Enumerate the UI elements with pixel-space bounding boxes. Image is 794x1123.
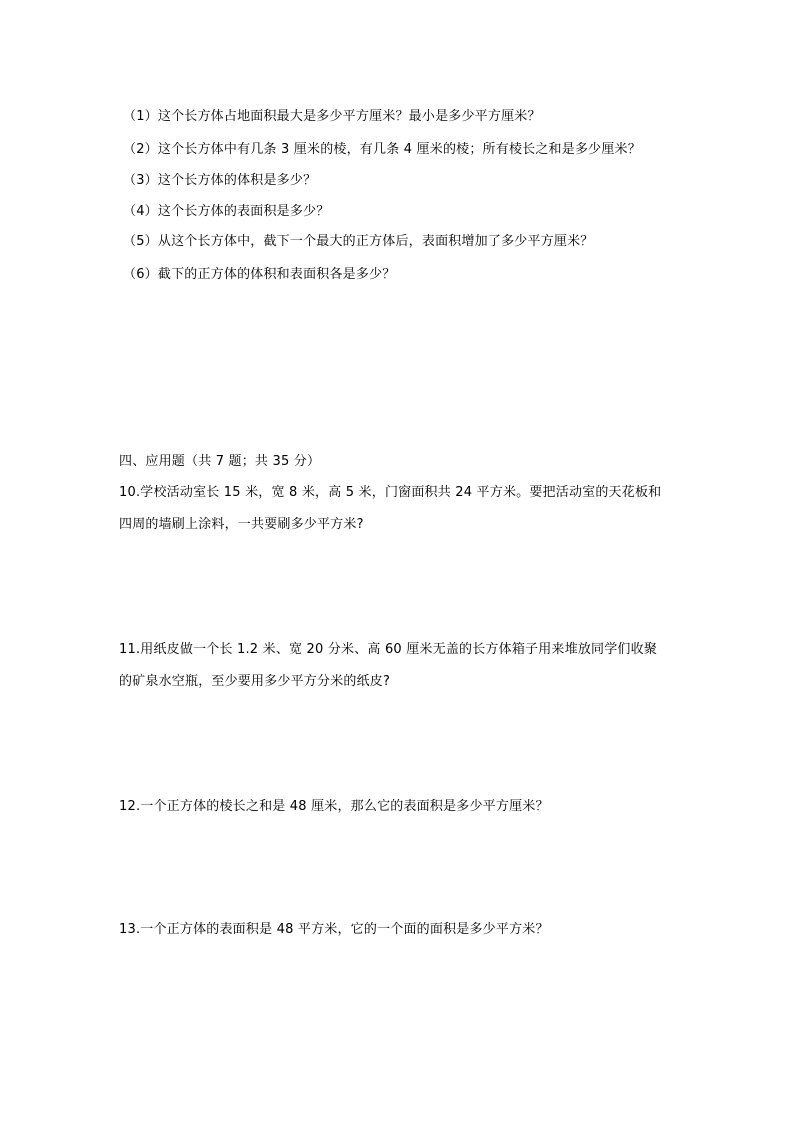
problem-12-line-1: 12.一个正方体的棱长之和是 48 厘米，那么它的表面积是多少平方厘米？ bbox=[119, 799, 549, 814]
subquestion-3: （3）这个长方体的体积是多少？ bbox=[123, 173, 317, 188]
subquestion-4: （4）这个长方体的表面积是多少？ bbox=[123, 204, 330, 219]
problem-11-line-1: 11.用纸皮做一个长 1.2 米、宽 20 分米、高 60 厘米无盖的长方体箱子用来堆放同学们收聚 bbox=[119, 642, 658, 657]
problem-13-line-1: 13.一个正方体的表面积是 48 平方米，它的一个面的面积是多少平方米？ bbox=[119, 922, 549, 937]
subquestion-5: （5）从这个长方体中，截下一个最大的正方体后，表面积增加了多少平方厘米？ bbox=[123, 234, 594, 249]
problem-11-line-2: 的矿泉水空瓶，至少要用多少平方分米的纸皮? bbox=[119, 674, 391, 689]
subquestion-6: （6）截下的正方体的体积和表面积各是多少？ bbox=[123, 267, 396, 282]
subquestion-1: （1）这个长方体占地面积最大是多少平方厘米？最小是多少平方厘米？ bbox=[123, 109, 541, 124]
problem-10-line-1: 10.学校活动室长 15 米，宽 8 米，高 5 米，门窗面积共 24 平方米。要把活动室的天花板和 bbox=[119, 485, 662, 500]
section-title-application-problems: 四、应用题（共 7 题；共 35 分） bbox=[119, 454, 321, 469]
problem-10-line-2: 四周的墙刷上涂料，一共要刷多少平方米? bbox=[119, 517, 364, 532]
subquestion-2: （2）这个长方体中有几条 3 厘米的棱，有几条 4 厘米的棱；所有棱长之和是多少厘米？ bbox=[123, 142, 641, 157]
